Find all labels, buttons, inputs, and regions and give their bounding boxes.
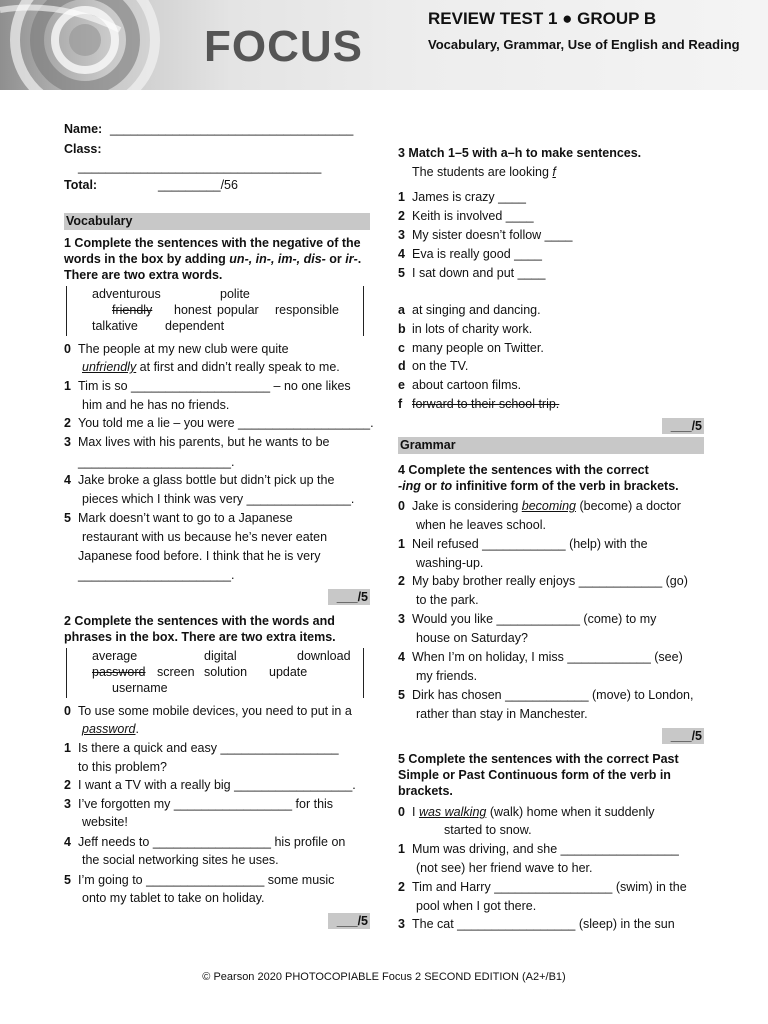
test-subtitle: Vocabulary, Grammar, Use of English and Reading [428, 37, 740, 52]
ex3-score[interactable]: ___/5 [662, 418, 704, 434]
class-label: Class: [64, 142, 102, 156]
ex3-item[interactable]: 4 Eva is really good ____ [398, 247, 542, 261]
word-item: username [112, 681, 168, 695]
focus-logo: FOCUS [204, 22, 363, 71]
name-label: Name: [64, 122, 103, 136]
class-field[interactable]: ___________________________________ [78, 160, 322, 174]
example-answer: password [82, 722, 136, 736]
word-item: update [269, 665, 308, 679]
word-item: download [297, 649, 351, 663]
ex3-ending: a at singing and dancing. [398, 303, 541, 317]
word-item: digital [204, 649, 237, 663]
ex1-instruction: 1 Complete the sentences with the negative of the words in the box by adding un-, in-, im-, dis- or ir-. There are two extra words. [64, 236, 362, 282]
ex4-instruction: 4 Complete the sentences with the correct -ing or to infinitive form of the verb in brackets. [398, 463, 679, 493]
word-item: responsible [275, 303, 339, 317]
total-field[interactable]: _________/56 [158, 178, 238, 192]
ex3-example: The students are looking f [412, 165, 556, 179]
word-item: friendly [112, 303, 153, 317]
word-item: adventurous [92, 287, 161, 301]
ex3-ending: b in lots of charity work. [398, 322, 533, 336]
total-label: Total: [64, 178, 98, 192]
vocabulary-heading: Vocabulary [64, 213, 370, 230]
word-item: screen [157, 665, 195, 679]
swirl-graphic [0, 0, 200, 90]
grammar-heading: Grammar [398, 437, 704, 454]
ex1-score[interactable]: ___/5 [328, 589, 370, 605]
ex3-item[interactable]: 2 Keith is involved ____ [398, 209, 534, 223]
ex4-score[interactable]: ___/5 [662, 728, 704, 744]
example-answer: becoming [521, 499, 576, 513]
word-item: solution [204, 665, 248, 679]
example-answer: unfriendly [82, 360, 137, 374]
ex3-ending: e about cartoon films. [398, 378, 522, 392]
word-item: polite [220, 287, 250, 301]
ex3-ending: c many people on Twitter. [398, 341, 544, 355]
word-item: dependent [165, 319, 225, 333]
word-item: talkative [92, 319, 138, 333]
ex2-instruction: 2 Complete the sentences with the words and phrases in the box. There are two extra items. [64, 614, 336, 644]
ex3-item[interactable]: 3 My sister doesn’t follow ____ [398, 228, 573, 242]
word-item: popular [217, 303, 259, 317]
ex3-ending-used: f forward to their school trip. [398, 397, 560, 411]
ex2-word-box [66, 648, 364, 698]
name-field[interactable]: ___________________________________ [110, 122, 354, 136]
word-item: honest [174, 303, 212, 317]
ex3-ending: d on the TV. [398, 359, 469, 373]
ex3-instruction: 3 Match 1–5 with a–h to make sentences. [398, 146, 642, 160]
ex1-word-box [66, 286, 364, 336]
header-banner [0, 0, 768, 90]
word-item: password [92, 665, 146, 679]
ex3-item[interactable]: 1 James is crazy ____ [398, 190, 526, 204]
ex2-score[interactable]: ___/5 [328, 913, 370, 929]
page-footer: © Pearson 2020 PHOTOCOPIABLE Focus 2 SECOND EDITION (A2+/B1) [202, 971, 566, 983]
ex5-instruction: 5 Complete the sentences with the correct Past Simple or Past Continuous form of the verb in brackets. [398, 752, 679, 798]
word-item: average [92, 649, 138, 663]
example-answer: was walking [418, 805, 487, 819]
ex3-item[interactable]: 5 I sat down and put ____ [398, 266, 546, 280]
test-title: REVIEW TEST 1 ● GROUP B [428, 9, 657, 28]
